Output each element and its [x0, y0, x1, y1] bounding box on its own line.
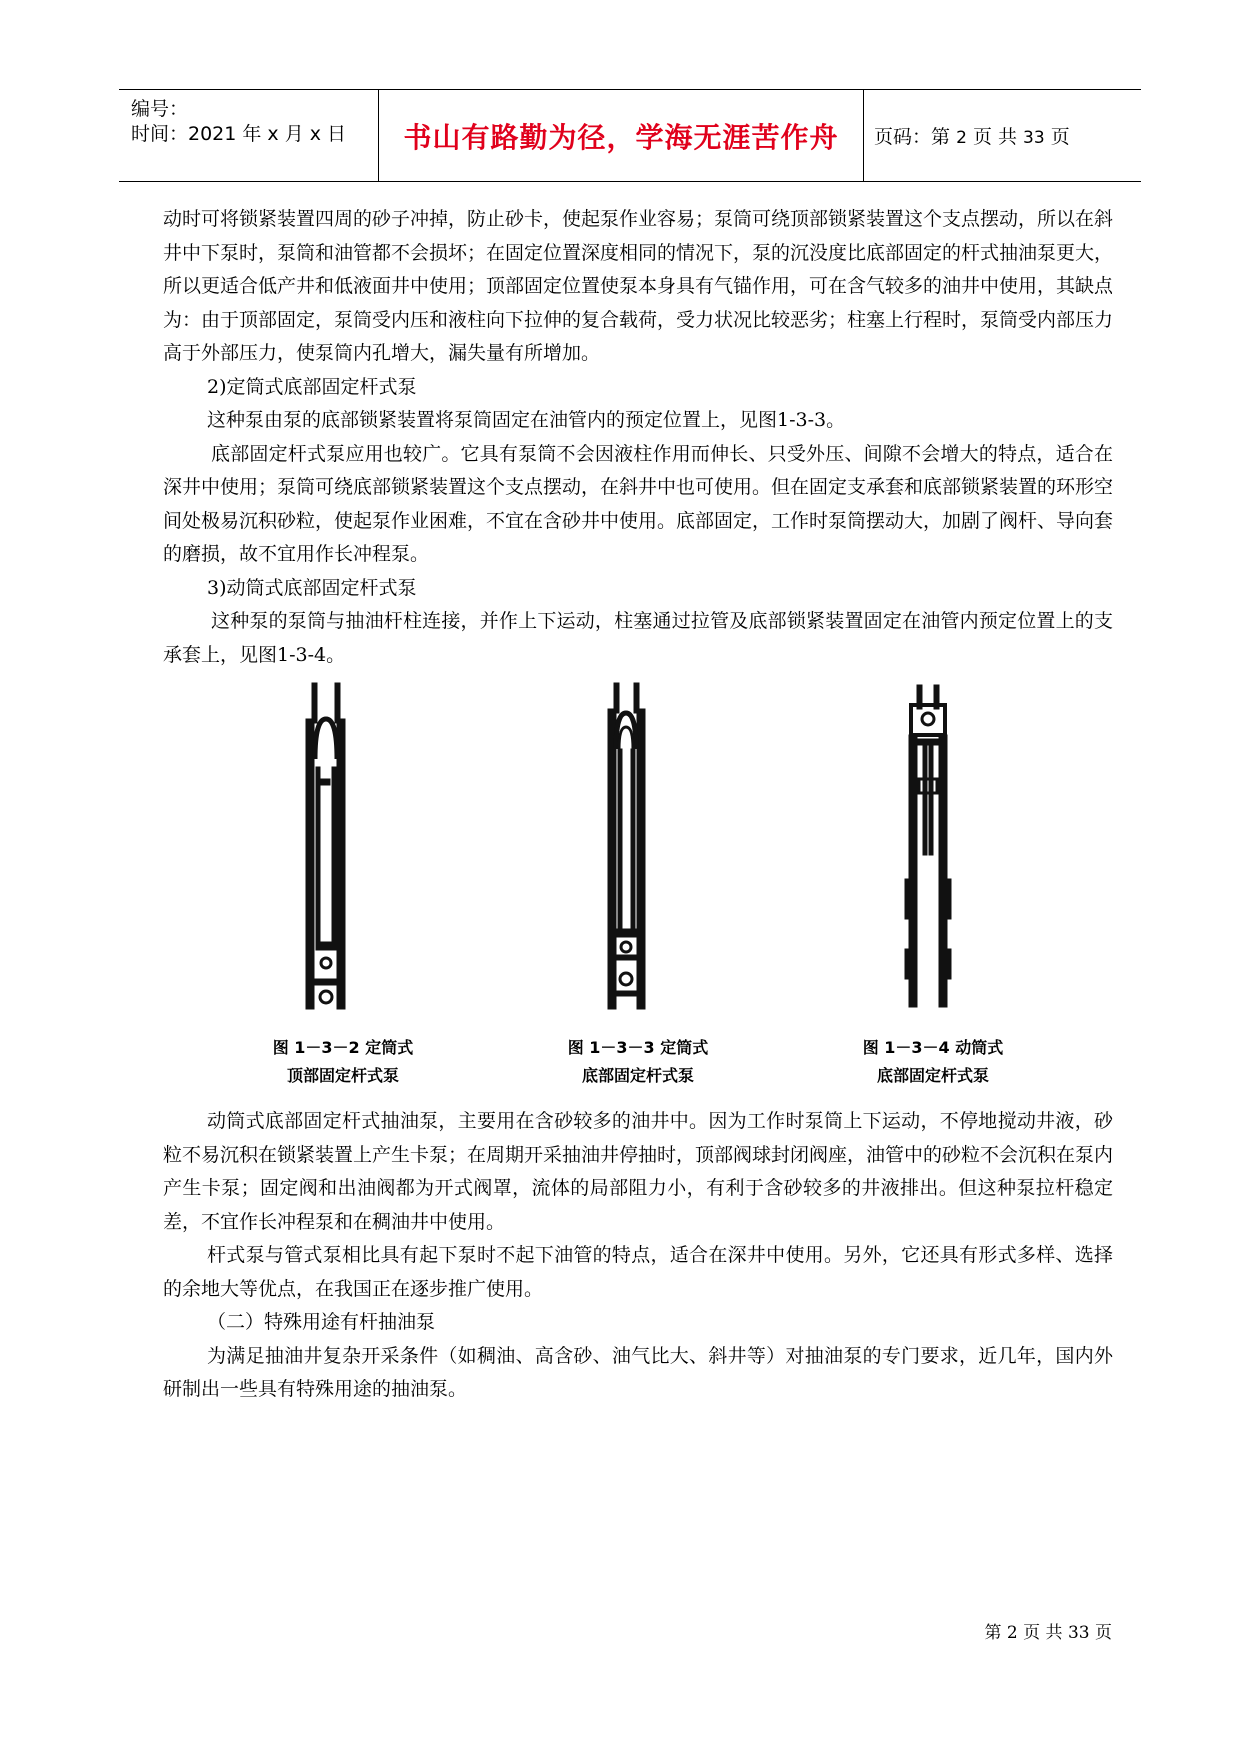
figure-caption-line1: 图 1－3－2 定筒式 — [272, 1038, 414, 1057]
header-page-total: 33 — [1023, 128, 1045, 148]
paragraph-4: 这种泵的泵筒与抽油杆柱连接，并作上下运动，柱塞通过拉管及底部锁紧装置固定在油管内预定位置上的支承套上，见图1-3-4。 — [163, 610, 1113, 666]
header-motto-cell — [378, 90, 864, 181]
header-page-cell — [864, 90, 1141, 181]
document-number-label: 编号： — [131, 98, 189, 120]
figure-row — [163, 679, 1113, 1099]
figure-1-3-2 — [223, 679, 463, 1099]
figure-1-3-4 — [813, 679, 1053, 1099]
paragraph-3: 底部固定杆式泵应用也较广。它具有泵筒不会因液柱作用而伸长、只受外压、间隙不会增大的特点，适合在深井中使用；泵筒可绕底部锁紧装置这个支点摆动，在斜井中也可使用。但在固定支承套和底部锁紧装置的环形空间处极易沉积砂粒，使起泵作业困难，不宜在含砂井中使用。底部固定，工作时泵筒摆动大，加剧了阀杆、导向套的磨损，故不宜用作长冲程泵。 — [163, 442, 1114, 565]
section-heading-2: 2)定筒式底部固定杆式泵 — [207, 375, 417, 398]
pump-diagram-moving-barrel — [813, 679, 1053, 1019]
figure-1-3-3 — [518, 679, 758, 1099]
section-heading-4: （二）特殊用途有杆抽油泵 — [207, 1311, 436, 1333]
page-footer: 第 2 页 共 33 页 — [984, 1623, 1112, 1643]
paragraph-2: 这种泵由泵的底部锁紧装置将泵筒固定在油管内的预定位置上，见图1-3-3。 — [207, 409, 846, 431]
page-content — [163, 203, 1113, 1407]
header-meta-cell — [119, 90, 378, 181]
figure-caption-line1: 图 1－3－4 动筒式 — [862, 1038, 1004, 1057]
paragraph-6: 杆式泵与管式泵相比具有起下泵时不起下油管的特点，适合在深井中使用。另外，它还具有形式多样、选择的余地大等优点，在我国正在逐步推广使用。 — [163, 1244, 1113, 1300]
pump-diagram-top-fixed — [223, 679, 463, 1019]
figure-caption-line2: 顶部固定杆式泵 — [286, 1066, 399, 1085]
header-motto: 书山有路勤为径，学海无涯苦作舟 — [403, 120, 839, 154]
pump-diagram-bottom-fixed — [518, 679, 758, 1019]
header-page-info: 页码：第 2 页 共 33 页 — [874, 126, 1070, 148]
header-page-current: 2 — [956, 128, 967, 148]
section-heading-3: 3)动筒式底部固定杆式泵 — [207, 576, 417, 599]
figure-caption-line1: 图 1－3－3 定筒式 — [567, 1038, 709, 1057]
page-header — [119, 89, 1141, 182]
document-time-label: 时间：2021 年 x 月 x 日 — [131, 123, 347, 145]
paragraph-1: 动时可将锁紧装置四周的砂子冲掉，防止砂卡，使起泵作业容易；泵筒可绕顶部锁紧装置这个支点摆动，所以在斜井中下泵时，泵筒和油管都不会损坏；在固定位置深度相同的情况下，泵的沉没度比底部固定的杆式抽油泵更大，所以更适合低产井和低液面井中使用；顶部固定位置使泵本身具有气锚作用，可在含气较多的油井中使用，其缺点为：由于顶部固定，泵筒受内压和液柱向下拉伸的复合载荷，受力状况比较恶劣；柱塞上行程时，泵筒受内部压力高于外部压力，使泵筒内孔增大，漏失量有所增加。 — [163, 208, 1114, 364]
paragraph-5: 动筒式底部固定杆式抽油泵，主要用在含砂较多的油井中。因为工作时泵筒上下运动，不停地搅动井液，砂粒不易沉积在锁紧装置上产生卡泵；在周期开采抽油井停抽时，顶部阀球封闭阀座，油管中的砂粒不会沉积在泵内产生卡泵；固定阀和出油阀都为开式阀罩，流体的局部阻力小，有利于含砂较多的井液排出。但这种泵拉杆稳定差，不宜作长冲程泵和在稠油井中使用。 — [163, 1110, 1114, 1233]
paragraph-7: 为满足抽油井复杂开采条件（如稠油、高含砂、油气比大、斜井等）对抽油泵的专门要求，近几年，国内外研制出一些具有特殊用途的抽油泵。 — [163, 1344, 1113, 1400]
figure-caption-line2: 底部固定杆式泵 — [876, 1066, 989, 1085]
figure-caption-line2: 底部固定杆式泵 — [581, 1066, 694, 1085]
